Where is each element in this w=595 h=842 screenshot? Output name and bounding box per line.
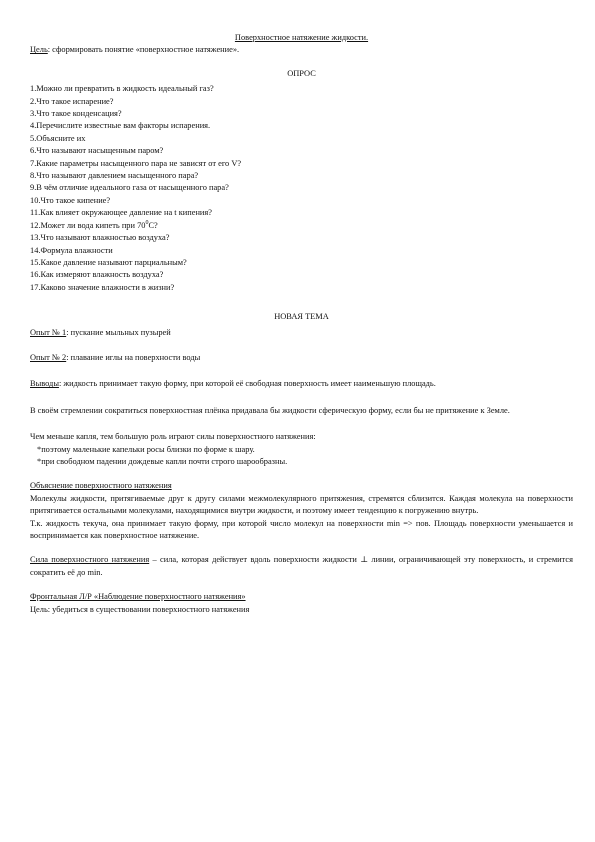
definition-term: Сила поверхностного натяжения [30,555,150,565]
question-item: 1.Можно ли превратить в жидкость идеальный газ? [30,84,214,94]
question-item: 17.Каково значение влажности в жизни? [30,282,175,292]
definition [30,554,573,579]
droplet-bullet-1: *поэтому маленькие капельки росы близки по форме к шару. [37,444,255,454]
new-topic-heading: НОВАЯ ТЕМА [274,312,329,322]
question-item [30,220,573,232]
explanation-paragraph-1: Молекулы жидкости, притягиваемые друг к другу силами межмолекулярного притяжения, стремятся сблизится. Каждая молекула на поверхности притягивается остальными молекулами, находящимися внутри жидкости, и поэтому имеет тенденцию к погружению внутрь. [30,493,573,516]
droplet-bullet-2: *при свободном падении дождевые капли почти строго шарообразны. [37,456,288,466]
sphere-paragraph: В своём стремлении сократиться поверхностная плёнка придавала бы жидкости сферическую форму, если бы не притяжение к Земле. [30,405,510,415]
goal-label: Цель [30,45,48,55]
question-item: 15.Какое давление называют парциальным? [30,257,187,267]
document-title: Поверхностное натяжение жидкости. [234,33,369,42]
question-item: 11.Как влияет окружающее давление на t кипения? [30,208,212,218]
experiment-1-label: Опыт № 1 [30,327,67,337]
question-item: 4.Перечислите известные вам факторы испарения. [30,121,211,131]
explanation-heading: Объяснение поверхностного натяжения [30,481,172,491]
lab-heading: Фронтальная Л/Р «Наблюдение поверхностного натяжения» [30,592,246,602]
experiment-2 [30,352,573,364]
question-item: 3.Что такое конденсация? [30,109,122,119]
question-item: 5.Объясните их [30,133,86,143]
experiment-2-label: Опыт № 2 [30,352,67,362]
experiment-2-text: : плавание иглы на поверхности воды [66,352,201,362]
droplet-paragraph: Чем меньше капля, тем большую роль играют силы поверхностного натяжения: [30,432,316,442]
question-12-tail: С? [148,220,158,230]
survey-heading: ОПРОС [287,68,316,78]
goal-text: : сформировать понятие «поверхностное натяжение». [47,45,240,55]
goal-line [30,44,573,56]
question-item: 8.Что называют давлением насыщенного пара? [30,171,199,181]
question-12-text: 12.Может ли вода кипеть при 70 [30,220,146,230]
degree-superscript: 0 [145,219,149,226]
explanation-paragraph-2: Т.к. жидкость текуча, она принимает такую форму, при которой число молекул на поверхности min => пов. Площадь поверхности уменьшается и воспринимается как поверхностное натяжение. [30,518,573,540]
survey-question-list [30,83,573,294]
question-item: 9.В чём отличие идеального газа от насыщенного пара? [30,183,229,193]
experiment-1-text: : пускание мыльных пузырей [66,327,171,337]
conclusion-label: Выводы [30,379,59,389]
lab-goal: Цель: убедиться в существовании поверхностного натяжения [30,604,250,614]
definition-text: – сила, которая действует вдоль поверхности жидкости ⊥ линии, ограничивающей эту поверхность, и стремится сократить её до min. [30,555,573,577]
question-item: 7.Какие параметры насыщенного пара не зависят от его V? [30,158,242,168]
question-item: 10.Что такое кипение? [30,195,111,205]
question-item: 13.Что называют влажностью воздуха? [30,233,170,243]
question-item: 14.Формула влажности [30,245,113,255]
conclusion-text: : жидкость принимает такую форму, при которой её свободная поверхность имеет наименьшую площадь. [58,379,436,389]
question-item: 2.Что такое испарение? [30,96,114,106]
experiment-1 [30,327,573,339]
question-item: 6.Что называют насыщенным паром? [30,146,164,156]
question-item: 16.Как измеряют влажность воздуха? [30,270,164,280]
conclusion [30,378,573,390]
